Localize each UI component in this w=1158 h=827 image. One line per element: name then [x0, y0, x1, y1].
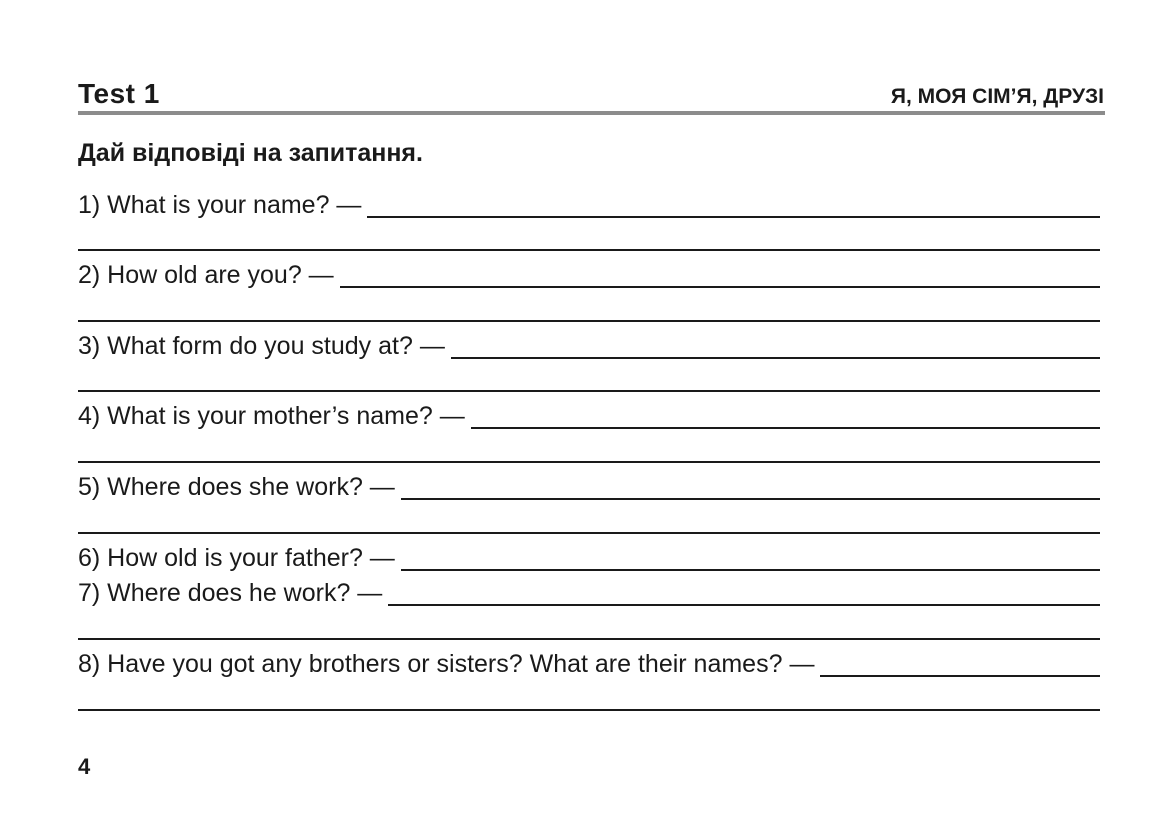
instruction-text: Дай відповіді на запитання. [78, 139, 423, 167]
question-text: 4) What is your mother’s name? — [78, 402, 465, 430]
question-row-1 [78, 186, 1100, 220]
page-number: 4 [78, 754, 91, 779]
answer-line[interactable] [78, 320, 1100, 322]
question-text: 5) Where does she work? — [78, 473, 395, 501]
answer-line[interactable] [401, 498, 1100, 500]
answer-line[interactable] [388, 604, 1100, 606]
page-header [78, 76, 1104, 114]
answer-line[interactable] [401, 569, 1100, 571]
answer-line[interactable] [78, 461, 1100, 463]
question-row-8 [78, 645, 1100, 679]
question-text: 7) Where does he work? — [78, 579, 383, 607]
test-title: Test 1 [78, 78, 160, 109]
question-text: 6) How old is your father? — [78, 544, 395, 572]
question-text: 8) Have you got any brothers or sisters? What are their names? — [78, 650, 815, 678]
section-title: Я, МОЯ СІМ’Я, ДРУЗІ [890, 85, 1104, 108]
answer-line[interactable] [78, 638, 1100, 640]
question-row-6 [78, 539, 1100, 573]
question-row-4 [78, 397, 1100, 431]
question-text: 1) What is your name? — [78, 191, 362, 219]
question-text: 3) What form do you study at? — [78, 332, 445, 360]
question-row-5 [78, 468, 1100, 502]
answer-line[interactable] [78, 390, 1100, 392]
question-text: 2) How old are you? — [78, 261, 334, 289]
answer-line[interactable] [471, 427, 1100, 429]
question-row-2 [78, 256, 1100, 290]
answer-line[interactable] [820, 675, 1100, 677]
answer-line[interactable] [340, 286, 1100, 288]
answer-line[interactable] [367, 216, 1100, 218]
question-row-3 [78, 327, 1100, 361]
question-row-7 [78, 574, 1100, 608]
answer-line[interactable] [78, 249, 1100, 251]
answer-line[interactable] [451, 357, 1100, 359]
header-divider [78, 111, 1105, 115]
answer-line[interactable] [78, 532, 1100, 534]
answer-line[interactable] [78, 709, 1100, 711]
